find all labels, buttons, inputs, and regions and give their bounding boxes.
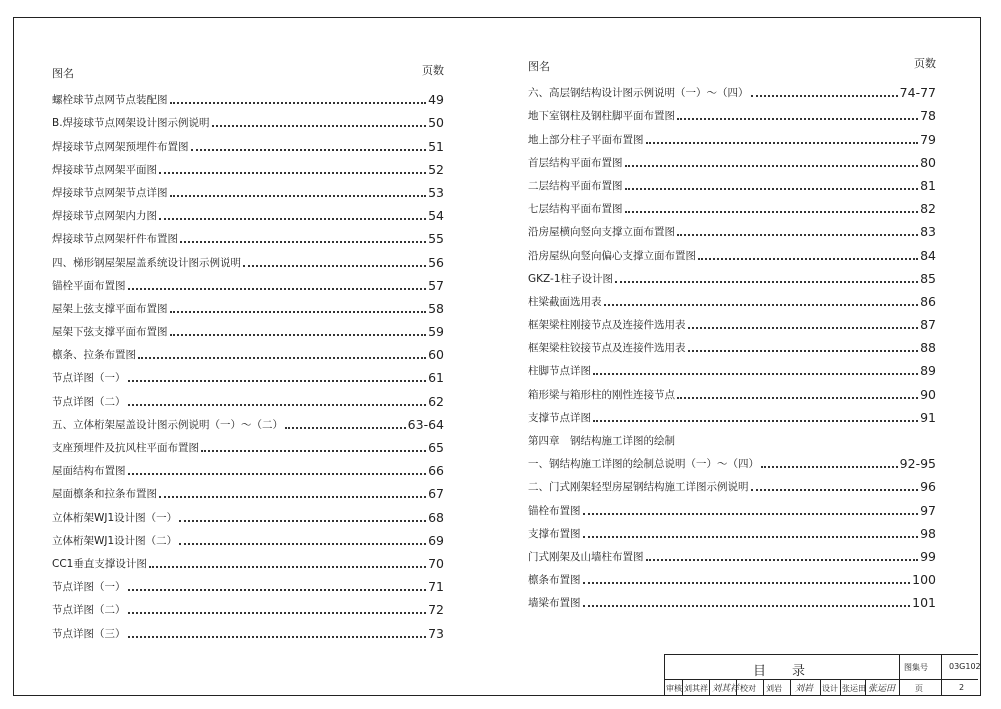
- toc-entry-title: 二、门式刚架轻型房屋钢结构施工详图示例说明: [528, 481, 749, 494]
- title-block: [664, 654, 981, 695]
- title-block-title: 目录: [753, 664, 832, 679]
- toc-entry: [528, 77, 936, 100]
- toc-entry: [52, 107, 444, 130]
- toc-dot-leader: [149, 566, 426, 568]
- toc-entry: [528, 541, 936, 564]
- toc-entry: [52, 617, 444, 640]
- toc-entry-title: 支座预埋件及抗风柱平面布置图: [52, 442, 199, 454]
- toc-dot-leader: [677, 397, 918, 399]
- toc-right-header: [528, 55, 936, 77]
- toc-entry: [52, 177, 444, 200]
- atlas-number-label: 图集号: [904, 663, 928, 672]
- toc-dot-leader: [677, 234, 918, 236]
- toc-entry-page: 78: [920, 108, 936, 124]
- toc-entry-page: 60: [428, 347, 444, 363]
- toc-dot-leader: [128, 589, 427, 591]
- designer-signature: 张运田: [868, 684, 896, 694]
- toc-dot-leader: [583, 605, 911, 607]
- designer-name: 张运田: [842, 684, 866, 693]
- toc-entry-title: 焊接球节点网架预埋件布置图: [52, 140, 189, 153]
- toc-dot-leader: [180, 241, 426, 243]
- toc-entry: [52, 432, 444, 455]
- toc-dot-leader: [625, 188, 919, 190]
- page-label: 页: [915, 684, 923, 693]
- toc-dot-leader: [212, 125, 427, 127]
- toc-entry-title: 立体桁架WJ1设计图（二）: [52, 534, 178, 547]
- toc-entry: [52, 525, 444, 548]
- toc-entry-title: 框架梁柱铰接节点及连接件选用表: [528, 342, 686, 355]
- toc-entry: [528, 309, 936, 332]
- toc-entry: [528, 216, 936, 239]
- toc-entry: [528, 448, 936, 471]
- toc-entry: [528, 494, 936, 517]
- toc-entry: [528, 123, 936, 146]
- toc-entry-title: 檩条布置图: [528, 574, 581, 587]
- toc-entry-page: 96: [920, 479, 936, 495]
- toc-right-list: [528, 77, 936, 610]
- toc-entry: [528, 286, 936, 309]
- toc-entry: [52, 339, 444, 362]
- checker-label: 校对: [740, 684, 756, 693]
- toc-entry-page: 61: [428, 370, 444, 386]
- toc-entry-title: 锚栓平面布置图: [52, 279, 126, 292]
- toc-entry-page: 90: [920, 386, 936, 402]
- toc-left-column: [52, 62, 444, 641]
- toc-dot-leader: [128, 612, 427, 614]
- toc-entry: [52, 548, 444, 571]
- toc-entry-page: 49: [428, 92, 444, 108]
- toc-dot-leader: [159, 172, 426, 174]
- toc-dot-leader: [751, 489, 919, 491]
- toc-dot-leader: [170, 311, 427, 313]
- toc-entry-title: B.焊接球节点网架设计图示例说明: [52, 117, 210, 130]
- toc-entry-page: 84: [920, 247, 936, 263]
- toc-entry-title: 七层结构平面布置图: [528, 203, 623, 216]
- designer-label: 设计: [822, 684, 838, 693]
- toc-entry-page: 56: [428, 254, 444, 270]
- toc-entry-title: 屋架上弦支撑平面布置图: [52, 302, 168, 315]
- toc-entry-page: 53: [428, 184, 444, 200]
- toc-entry-title: 屋架下弦支撑平面布置图: [52, 326, 168, 339]
- toc-dot-leader: [625, 165, 919, 167]
- checker-name: 刘岩: [766, 684, 782, 693]
- toc-entry-title: 节点详图（一）: [52, 372, 126, 385]
- toc-entry-title: 框架梁柱刚接节点及连接件选用表: [528, 319, 686, 332]
- toc-entry: [52, 223, 444, 246]
- toc-entry: [52, 594, 444, 617]
- toc-entry: [52, 246, 444, 269]
- toc-dot-leader: [583, 513, 919, 515]
- toc-entry: [52, 385, 444, 408]
- toc-entry-title: 节点详图（一）: [52, 581, 126, 594]
- toc-entry-page: 68: [428, 509, 444, 525]
- toc-entry-page: 58: [428, 300, 444, 316]
- column-header-page: 页数: [914, 57, 936, 70]
- toc-dot-leader: [698, 258, 918, 260]
- toc-entry-page: 79: [920, 131, 936, 147]
- toc-entry-page: 88: [920, 340, 936, 356]
- toc-entry: [52, 409, 444, 432]
- toc-entry-title: CC1垂直支撑设计图: [52, 557, 147, 570]
- toc-entry-page: 62: [428, 393, 444, 409]
- toc-entry-title: 柱梁截面选用表: [528, 295, 602, 308]
- toc-entry: [52, 130, 444, 153]
- toc-dot-leader: [159, 218, 426, 220]
- toc-entry-title: 锚栓布置图: [528, 504, 581, 517]
- toc-entry: [52, 455, 444, 478]
- toc-entry-title: 节点详图（二）: [52, 604, 126, 617]
- toc-entry-page: 86: [920, 293, 936, 309]
- toc-entry-title: 屋面檩条和拉条布置图: [52, 488, 157, 501]
- toc-entry-page: 97: [920, 502, 936, 518]
- toc-dot-leader: [170, 102, 427, 104]
- toc-entry: [528, 564, 936, 587]
- toc-entry-page: 55: [428, 231, 444, 247]
- toc-dot-leader: [646, 142, 919, 144]
- toc-dot-leader: [179, 520, 426, 522]
- toc-entry-title: 焊接球节点网架节点详图: [52, 186, 168, 199]
- toc-dot-leader: [243, 265, 426, 267]
- column-header-page: 页数: [422, 64, 444, 77]
- toc-dot-leader: [677, 118, 918, 120]
- column-header-name: 图名: [528, 60, 550, 73]
- toc-entry-page: 81: [920, 177, 936, 193]
- toc-entry-title: 沿房屋横向竖向支撑立面布置图: [528, 226, 675, 239]
- toc-right-column: [528, 55, 936, 610]
- column-header-name: 图名: [52, 67, 74, 80]
- toc-dot-leader: [285, 427, 406, 429]
- toc-dot-leader: [751, 95, 898, 97]
- toc-entry-page: 80: [920, 154, 936, 170]
- toc-entry-title: 焊接球节点网架杆件布置图: [52, 233, 178, 246]
- toc-dot-leader: [128, 288, 427, 290]
- toc-entry-page: 101: [912, 595, 936, 611]
- toc-entry-title: 支撑布置图: [528, 527, 581, 540]
- toc-entry-page: 52: [428, 161, 444, 177]
- toc-dot-leader: [201, 450, 426, 452]
- toc-entry-page: 85: [920, 270, 936, 286]
- toc-entry-page: 67: [428, 486, 444, 502]
- toc-left-header: [52, 62, 444, 84]
- toc-dot-leader: [646, 559, 919, 561]
- toc-entry-page: 70: [428, 555, 444, 571]
- toc-dot-leader: [593, 373, 918, 375]
- toc-entry-title: 沿房屋纵向竖向偏心支撑立面布置图: [528, 249, 696, 262]
- toc-entry: [528, 170, 936, 193]
- toc-entry: [528, 518, 936, 541]
- toc-dot-leader: [583, 582, 911, 584]
- toc-entry-page: 50: [428, 115, 444, 131]
- toc-entry-title: 箱形梁与箱形柱的刚性连接节点: [528, 388, 675, 401]
- toc-entry-page: 87: [920, 317, 936, 333]
- toc-dot-leader: [615, 281, 918, 283]
- toc-dot-leader: [128, 636, 427, 638]
- toc-entry-page: 73: [428, 625, 444, 641]
- toc-entry-title: 墙梁布置图: [528, 597, 581, 610]
- toc-entry-page: 89: [920, 363, 936, 379]
- toc-entry-title: 支撑节点详图: [528, 411, 591, 424]
- toc-dot-leader: [128, 380, 427, 382]
- toc-entry: [528, 425, 936, 448]
- toc-entry-title: 焊接球节点网架内力图: [52, 210, 157, 223]
- toc-entry-title: 柱脚节点详图: [528, 365, 591, 378]
- toc-entry-page: 69: [428, 532, 444, 548]
- toc-entry-page: 91: [920, 409, 936, 425]
- toc-entry: [528, 355, 936, 378]
- toc-entry-page: 66: [428, 463, 444, 479]
- toc-dot-leader: [128, 404, 427, 406]
- toc-entry: [52, 84, 444, 107]
- toc-entry-page: 63-64: [407, 416, 444, 432]
- toc-entry-page: 74-77: [899, 85, 936, 101]
- toc-entry-page: 51: [428, 138, 444, 154]
- toc-left-list: [52, 84, 444, 641]
- toc-entry-title: 节点详图（二）: [52, 395, 126, 408]
- reviewer-label: 审核: [666, 684, 682, 693]
- toc-entry-page: 82: [920, 201, 936, 217]
- toc-entry-title: 地上部分柱子平面布置图: [528, 133, 644, 146]
- toc-entry-title: 四、梯形钢屋架屋盖系统设计图示例说明: [52, 256, 241, 269]
- toc-entry-page: 72: [428, 602, 444, 618]
- toc-entry: [52, 571, 444, 594]
- toc-entry-title: 六、高层钢结构设计图示例说明（一）～（四）: [528, 87, 749, 100]
- toc-entry: [52, 154, 444, 177]
- toc-dot-leader: [593, 420, 918, 422]
- toc-entry: [528, 193, 936, 216]
- toc-entry: [52, 270, 444, 293]
- toc-entry-title: 焊接球节点网架平面图: [52, 163, 157, 176]
- toc-entry: [528, 332, 936, 355]
- toc-entry-page: 57: [428, 277, 444, 293]
- toc-entry-title: 檩条、拉条布置图: [52, 349, 136, 362]
- reviewer-signature: 刘其祥: [712, 684, 740, 694]
- toc-dot-leader: [170, 195, 427, 197]
- toc-entry: [528, 263, 936, 286]
- toc-entry-title: 节点详图（三）: [52, 627, 126, 640]
- toc-entry: [52, 362, 444, 385]
- toc-entry-title: 门式刚架及山墙柱布置图: [528, 550, 644, 563]
- reviewer-name: 刘其祥: [684, 684, 708, 693]
- toc-entry-page: 54: [428, 208, 444, 224]
- toc-entry-page: 59: [428, 324, 444, 340]
- toc-entry-title: 立体桁架WJ1设计图（一）: [52, 511, 178, 524]
- toc-dot-leader: [688, 350, 919, 352]
- toc-entry: [528, 587, 936, 610]
- checker-signature: 刘岩: [795, 684, 814, 694]
- toc-entry: [52, 316, 444, 339]
- toc-entry: [52, 501, 444, 524]
- toc-dot-leader: [128, 473, 427, 475]
- toc-entry-page: 100: [912, 572, 936, 588]
- toc-entry-page: 98: [920, 525, 936, 541]
- toc-entry-title: 螺栓球节点网节点装配图: [52, 94, 168, 107]
- toc-entry: [528, 402, 936, 425]
- toc-dot-leader: [179, 543, 426, 545]
- toc-entry-page: 83: [920, 224, 936, 240]
- toc-dot-leader: [138, 357, 426, 359]
- toc-entry-title: 一、钢结构施工详图的绘制总说明（一）～（四）: [528, 458, 759, 471]
- toc-dot-leader: [159, 496, 426, 498]
- toc-dot-leader: [761, 466, 898, 468]
- toc-entry-page: 99: [920, 548, 936, 564]
- toc-entry: [52, 293, 444, 316]
- toc-dot-leader: [583, 536, 919, 538]
- toc-dot-leader: [191, 149, 427, 151]
- toc-entry: [528, 100, 936, 123]
- toc-entry: [528, 239, 936, 262]
- toc-entry-title: 地下室钢柱及钢柱脚平面布置图: [528, 110, 675, 123]
- toc-entry-title: 首层结构平面布置图: [528, 156, 623, 169]
- toc-dot-leader: [625, 211, 919, 213]
- toc-dot-leader: [688, 327, 919, 329]
- toc-entry: [52, 200, 444, 223]
- toc-dot-leader: [604, 304, 919, 306]
- toc-entry: [528, 471, 936, 494]
- toc-entry-title: 二层结构平面布置图: [528, 179, 623, 192]
- toc-dot-leader: [170, 334, 427, 336]
- toc-entry-title: 五、立体桁架屋盖设计图示例说明（一）～（二）: [52, 418, 283, 431]
- page-value: 2: [959, 683, 965, 692]
- toc-entry-title: 屋面结构布置图: [52, 465, 126, 478]
- toc-entry-title: GKZ-1柱子设计图: [528, 272, 613, 285]
- toc-entry-title: 第四章 钢结构施工详图的绘制: [528, 435, 675, 447]
- toc-entry: [52, 478, 444, 501]
- toc-entry: [528, 147, 936, 170]
- toc-entry-page: 65: [428, 440, 444, 455]
- atlas-number-value: 03G102: [949, 662, 981, 671]
- toc-entry-page: 92-95: [899, 456, 936, 472]
- toc-entry: [528, 378, 936, 401]
- toc-entry-page: 71: [428, 579, 444, 595]
